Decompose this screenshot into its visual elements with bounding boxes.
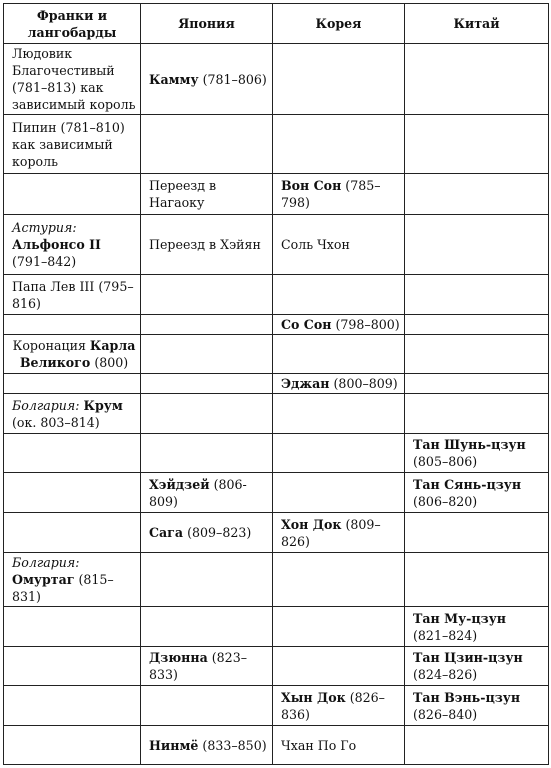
cell-text: Альфонсо II	[12, 237, 101, 252]
cell-text: (806–820)	[413, 493, 478, 509]
cell-franks	[4, 335, 141, 374]
column-header-china: Китай	[405, 4, 549, 44]
table-row	[4, 647, 549, 686]
table-row	[4, 394, 549, 434]
cell-china	[405, 115, 549, 174]
header-row	[4, 4, 549, 44]
cell-text: Хын Док	[281, 689, 346, 705]
cell-text: Камму	[149, 71, 199, 87]
cell-japan	[141, 315, 273, 335]
cell-china	[405, 473, 549, 513]
table-row	[4, 215, 549, 275]
table-row	[4, 553, 549, 607]
cell-franks	[4, 513, 141, 553]
cell-text: (833–850)	[198, 737, 267, 753]
cell-japan	[141, 374, 273, 394]
table-row	[4, 607, 549, 647]
cell-text: (824–826)	[413, 667, 478, 682]
cell-franks	[4, 394, 141, 434]
cell-korea	[273, 434, 405, 473]
cell-franks	[4, 607, 141, 647]
cell-japan	[141, 394, 273, 434]
cell-text: Вон Сон	[281, 178, 342, 193]
cell-franks	[4, 374, 141, 394]
cell-china	[405, 513, 549, 553]
cell-text: Переезд в Нагаоку	[149, 178, 217, 210]
cell-japan	[141, 726, 273, 765]
cell-china	[405, 335, 549, 374]
cell-korea	[273, 275, 405, 315]
cell-franks	[4, 647, 141, 686]
cell-korea	[273, 686, 405, 726]
cell-franks	[4, 44, 141, 115]
table-row	[4, 44, 549, 115]
cell-japan	[141, 174, 273, 215]
cell-japan	[141, 686, 273, 726]
cell-korea	[273, 726, 405, 765]
cell-text: (809–826)	[281, 516, 381, 549]
cell-text: Болгария:	[12, 555, 80, 570]
cell-china	[405, 553, 549, 607]
cell-text: Коронация	[12, 338, 90, 353]
cell-china	[405, 315, 549, 335]
cell-text: Хон Док	[281, 516, 342, 532]
table-row	[4, 374, 549, 394]
cell-korea	[273, 607, 405, 647]
cell-text: Нинмё	[149, 737, 199, 753]
cell-china	[405, 686, 549, 726]
table-row	[4, 315, 549, 335]
cell-text: Тан Цзин-цзун	[413, 650, 523, 665]
cell-china	[405, 215, 549, 275]
column-header-japan: Япония	[141, 4, 273, 44]
cell-japan	[141, 434, 273, 473]
table-row	[4, 275, 549, 315]
table-body	[4, 44, 549, 765]
cell-japan	[141, 473, 273, 513]
cell-china	[405, 394, 549, 434]
cell-korea	[273, 115, 405, 174]
cell-china	[405, 607, 549, 647]
cell-text: (798–800)	[331, 317, 400, 332]
cell-china	[405, 647, 549, 686]
chronology-table	[3, 3, 549, 765]
cell-china	[405, 174, 549, 215]
cell-text: Папа Лев III (795–816)	[12, 278, 134, 311]
cell-japan	[141, 647, 273, 686]
cell-korea	[273, 174, 405, 215]
cell-franks	[4, 315, 141, 335]
cell-text: Тан Шунь-цзун	[413, 437, 526, 452]
cell-text: (806-809)	[149, 476, 247, 509]
cell-korea	[273, 553, 405, 607]
cell-text: Переезд в Хэйян	[149, 237, 261, 252]
cell-korea	[273, 335, 405, 374]
table-row	[4, 513, 549, 553]
cell-text: Тан Сянь-цзун	[413, 476, 522, 492]
cell-japan	[141, 275, 273, 315]
cell-text: Со Сон	[281, 317, 332, 332]
table-row	[4, 335, 549, 374]
table-row	[4, 434, 549, 473]
cell-franks	[4, 174, 141, 215]
cell-text: (805–806)	[413, 454, 478, 469]
cell-text: Болгария:	[12, 397, 80, 413]
cell-text: Дзюнна	[149, 650, 208, 665]
cell-japan	[141, 115, 273, 174]
cell-japan	[141, 607, 273, 647]
cell-china	[405, 434, 549, 473]
cell-text: (826–840)	[413, 706, 478, 722]
cell-text: (ок. 803–814)	[12, 414, 100, 430]
cell-franks	[4, 215, 141, 275]
cell-text: Тан Вэнь-цзун	[413, 689, 521, 705]
cell-text: Людовик Благочестивый (781–813) как зависимый король	[12, 46, 136, 112]
cell-text: Сага	[149, 525, 184, 540]
cell-franks	[4, 553, 141, 607]
table-row	[4, 726, 549, 765]
cell-text: (815–831)	[12, 572, 114, 604]
cell-franks	[4, 434, 141, 473]
cell-china	[405, 44, 549, 115]
cell-text: (781–806)	[198, 71, 267, 87]
cell-japan	[141, 44, 273, 115]
cell-franks	[4, 473, 141, 513]
cell-japan	[141, 553, 273, 607]
table-row	[4, 115, 549, 174]
cell-text: Соль Чхон	[281, 237, 350, 252]
column-header-franks: Франки и лангобарды	[4, 4, 141, 44]
cell-japan	[141, 513, 273, 553]
cell-text: (785–798)	[281, 178, 381, 210]
cell-franks	[4, 115, 141, 174]
cell-korea	[273, 647, 405, 686]
cell-text: Эджан	[281, 376, 330, 391]
cell-japan	[141, 215, 273, 275]
cell-text: (809–823)	[183, 525, 252, 540]
cell-text: Крум	[83, 397, 123, 413]
cell-text: Хэйдзей	[149, 476, 210, 492]
cell-text: (800)	[90, 355, 129, 370]
cell-korea	[273, 44, 405, 115]
cell-text: Омуртаг	[12, 572, 75, 587]
cell-text: (791–842)	[12, 254, 77, 269]
table-row	[4, 686, 549, 726]
column-header-korea: Корея	[273, 4, 405, 44]
cell-franks	[4, 686, 141, 726]
cell-korea	[273, 374, 405, 394]
cell-korea	[273, 513, 405, 553]
cell-text: (821–824)	[413, 627, 478, 643]
table-row	[4, 174, 549, 215]
cell-text: (823–833)	[149, 650, 248, 682]
cell-korea	[273, 315, 405, 335]
cell-text: Астурия:	[12, 220, 77, 235]
cell-franks	[4, 726, 141, 765]
cell-franks	[4, 275, 141, 315]
cell-text: Тан Му-цзун	[413, 610, 506, 626]
cell-text: Карла Великого	[19, 338, 136, 370]
table-row	[4, 473, 549, 513]
cell-china	[405, 726, 549, 765]
cell-korea	[273, 473, 405, 513]
cell-china	[405, 374, 549, 394]
cell-text: (826–836)	[281, 689, 385, 722]
cell-text: (800–809)	[329, 376, 398, 391]
cell-text: Чхан По Го	[281, 737, 357, 753]
cell-china	[405, 275, 549, 315]
cell-korea	[273, 394, 405, 434]
cell-japan	[141, 335, 273, 374]
cell-korea	[273, 215, 405, 275]
cell-text: Пипин (781–810) как зависимый король	[12, 119, 125, 169]
